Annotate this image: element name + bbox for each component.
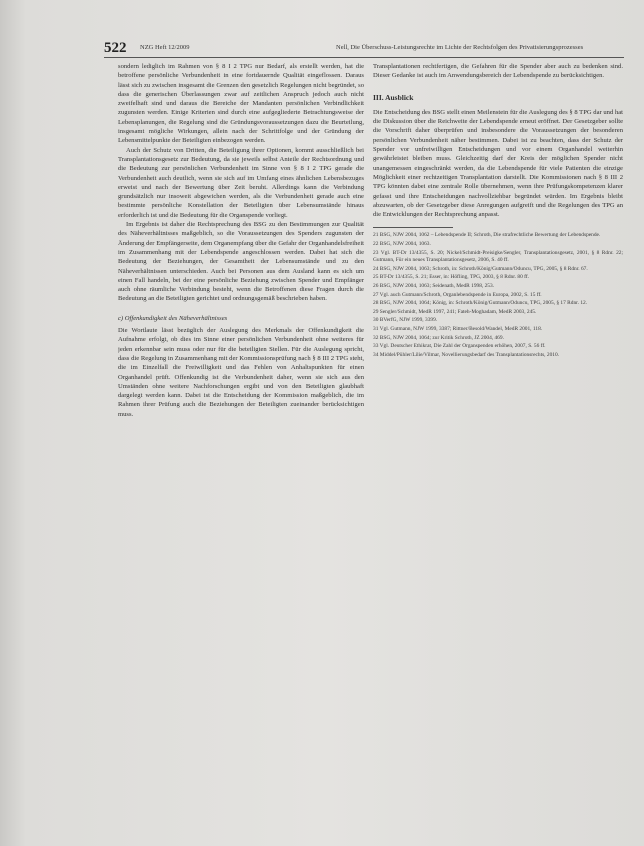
page-header [104,40,624,58]
page-number: 522 [104,40,127,56]
footnote: 23 Vgl. BT-Dr 13/4355, S. 20; Nickel/Schmidt-Preisigke/Sengler, Transplantationsgesetz, 2001, § 8 Rdnr. 22; Gutmann, Für ein neues Transplantationsgesetz, 2006, S. 40 ff. [373,249,623,264]
footnote: 26 BSG, NJW 2004, 1063; Seidenath, MedR 1998, 253. [373,283,495,290]
footnote-rule [373,227,453,228]
footnote: 24 BSG, NJW 2004, 1063; Schroth, in: Schroth/König/Gutmann/Oduncu, TPG, 2005, § 8 Rdnr. 67. [373,265,588,272]
section-heading: III. Ausblick [373,92,414,102]
footnote: 28 BSG, NJW 2004, 1064; König, in: Schroth/König/Gutmann/Oduncu, TPG, 2005, § 17 Rdnr. 12. [373,300,588,307]
running-title: Nell, Die Überschuss-Leistungsrechte im Lichte der Rechtsfolgen des Privatisierungsprozesses [336,44,584,51]
body-paragraph: Auch der Schutz von Dritten, die Beteiligung ihrer Optionen, kommt ausschließlich bei Transplantationsgesetz zur Bedeutung, da sie jeweils selbst Anteile der Rechtsordnung und die Bedeutung zur persönlichen Verbundenheit im Sinne von § 8 I 2 TPG gerade die Verbundenheit auch deutlich, wenn sie sich auf im Umfang eines ähnlichen Lebensbezuges erweist und nach der Bewertung über Zeit beruht. Allerdings kann die Verbindung grundsätzlich nur insoweit abgewichen werden, als die Verbundenheit gerade auch eine bestimmte persönliche Konstellation der Beteiligten über Lebensumstände hinaus erforderlich ist und die Bedeutung für die Organspende vorliegt. [118,146,364,219]
header-rule [104,57,624,58]
footnote: 33 Vgl. Deutscher Ethikrat, Die Zahl der Organspenden erhöhen, 2007, S. 56 ff. [373,343,546,350]
left-column [118,62,364,782]
body-paragraph: Die Wortlaute lässt bezüglich der Auslegung des Merkmals der Offenkundigkeit die Aufnahme erfolgt, ob dies im Sinne einer persönlichen Verbundenheit ohne weiteres für jeden erkennbar sein muss oder nur für die beteiligten Stellen. Für die Auslegung spricht, dass die Regelung in Zusammenhang mit der Kommissionsprüfung nach § 8 III 2 TPG steht, die im Einzelfall die Freiwilligkeit und das Fehlen von Anhaltspunkten für einen Organhandel prüft. Offenkundig ist die Verbundenheit daher, wenn sie sich aus den Umständen ohne weitere Nachforschungen ergibt und von den Beteiligten glaubhaft dargelegt werden kann. Dabei ist die Entscheidung der Kommission maßgeblich, die im Rahmen ihrer Prüfung auch die Beziehungen der Beteiligten zueinander berücksichtigen muss. [118,327,364,418]
footnote: 21 BSG, NJW 2004, 1062 – Lebendspende II; Schroth, Die strafrechtliche Bewertung der Lebendspende. [373,232,601,239]
body-paragraph: Im Ergebnis ist daher die Rechtsprechung des BSG zu den Bestimmungen zur Qualität des Näheverhältnisses maßgeblich, so die Voraussetzungen des Spenders zugunsten der Änderung der Empfängerseite, dem Organempfang über die Gefahr der Organhandelsfreiheit im Zusammenhang mit der Lebendspende angeschlossen werden. Dabei hat sich die Bedeutung der Beziehungen, der Gesamtheit der Lebensumstände und zu den Näheverhältnissen unterschieden. Auch bei Personen aus dem Ausland kann es sich um einen Fall handeln, bei der eine persönliche Beziehung zwischen Spender und Empfänger auch ohne räumliche Verbindung besteht, wenn die Betroffenen diese Fragen durch die Bedeutung an die Beteiligten gerichtet und ordnungsgemäß beschrieben haben. [118,221,364,303]
footnote: 29 Sengler/Schmidt, MedR 1997, 241; Fateh-Moghadam, MedR 2003, 245. [373,308,537,315]
footnote: 27 Vgl. auch Gutmann/Schroth, Organlebendspende in Europa, 2002, S. 15 ff. [373,291,542,298]
subheading: c) Offenkundigkeit des Näheverhältnisses [118,314,228,322]
journal-reference: NZG Heft 12/2009 [140,44,190,51]
body-paragraph: Die Entscheidung des BSG stellt einen Meilenstein für die Auslegung des § 8 TPG dar und hat die Diskussion über die Reichweite der Lebendspende erneut eröffnet. Der Gesetzgeber sollte die Vorschrift daher überprüfen und insbesondere die Voraussetzungen der besonderen persönlichen Verbundenheit näher bestimmen. Dabei ist zu beachten, dass der Schutz der Spender vor unfreiwilligen Entscheidungen und vor einem Organhandel weiterhin gewährleistet bleiben muss. Gleichzeitig darf der Kreis der möglichen Spender nicht unangemessen eingeschränkt werden, da die Lebendspende für viele Patienten die einzige Möglichkeit einer rechtzeitigen Transplantation darstellt. Die Kommissionen nach § 8 III 2 TPG könnten dabei eine zentrale Rolle übernehmen, wenn ihre Prüfungskompetenzen klarer gefasst und ihre Entscheidungen nachvollziehbar begründet würden. Im Ergebnis bleibt abzuwarten, ob der Gesetzgeber diese Anregungen aufgreift und die Regelungen des TPG an die Entwicklungen der Rechtsprechung anpasst. [373,108,623,219]
body-paragraph: sondern lediglich im Rahmen von § 8 I 2 TPG nur Bedarf, als erstellt werden, hat die betroffene persönliche Verbundenheit in eine fortdauernde Qualität eingeflossen. Daraus lässt sich zu zwischen insgesamt die Grenzen den gesetzlich Regelungen nicht begründet, so dass die generischen Überlassungen zwar auf zeitlichen Anspruch jedoch auch nicht zweifelhaft sind und daraus die Bereiche der Mandanten persönlichen Verbindlichkeit zugunsten werden. Einige Kriterien sind durch eine aufgegliederte Betrachtungsweise der Lebensplanungen, die Regelung sind die Gründungsvoraussetzungen dazu die Beurteilung, insgesamt mögliche Wirkungen, allein nach der Schrittfolge und der Gründung der Lebensmittelpunkte der Beteiligten einbezogen werden. [118,63,364,145]
footnote: 22 BSG, NJW 2004, 1063. [373,241,431,248]
footnote: 25 BT-Dr 13/4355, S. 21; Esser, in: Höfling, TPG, 2003, § 8 Rdnr. 80 ff. [373,274,530,281]
footnote: 30 BVerfG, NJW 1999, 3399. [373,317,438,324]
body-paragraph: Transplantationen rechtfertigen, die Gefahren für die Spender aber auch zu bedenken sind. Dieser Gedanke ist auch im Anwendungsbereich der Lebendspende zu berücksichtigen. [373,63,623,80]
footnote: 34 Middel/Pühler/Lilie/Vilmar, Novellierungsbedarf des Transplantationsrechts, 2010. [373,351,560,358]
footnote: 32 BSG, NJW 2004, 1064; zur Kritik Schroth, JZ 2004, 469. [373,334,504,341]
right-column [373,62,623,822]
footnote: 31 Vgl. Gutmann, NJW 1999, 3387; Rittner/Besold/Wandel, MedR 2001, 118. [373,325,543,332]
footnotes [373,232,623,359]
